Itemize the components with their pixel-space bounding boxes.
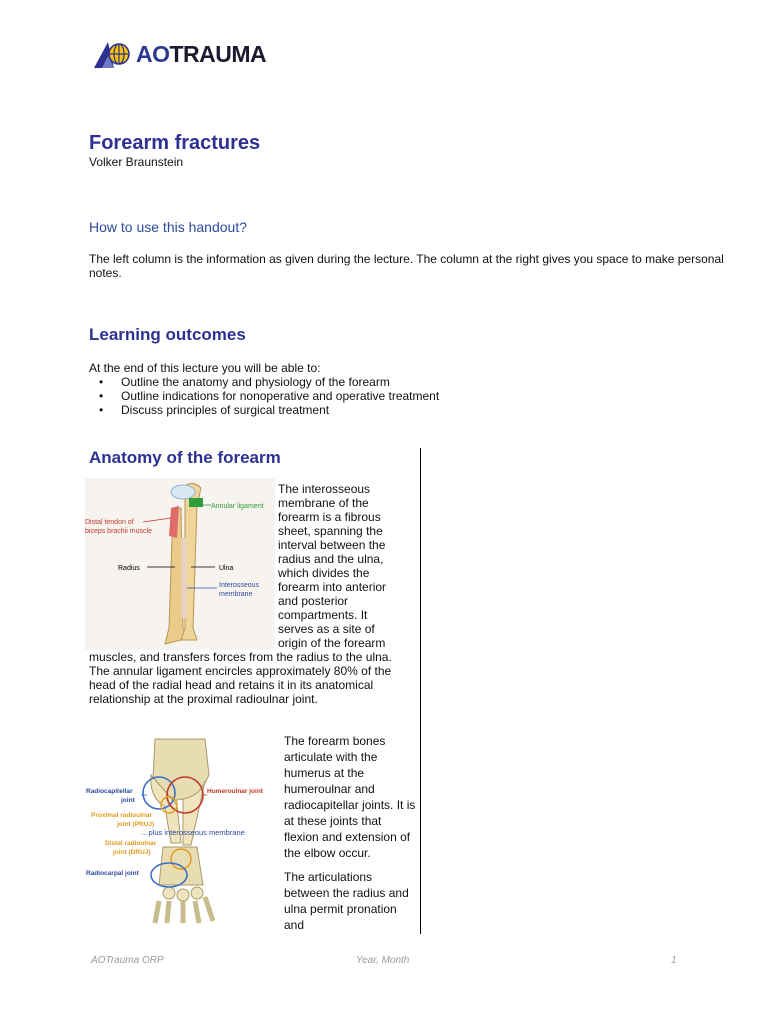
brand-logo-text: [136, 40, 266, 68]
annular-ligament-label: Annular ligament: [211, 503, 264, 510]
distal-tendon-label: Distal tendon of: [85, 519, 134, 526]
howto-heading: How to use this handout?: [89, 219, 247, 235]
pruj-abbrev-label: joint (PRUJ): [117, 821, 155, 828]
radius-label: Radius: [118, 565, 140, 572]
biceps-label: biceps brachii muscle: [85, 528, 152, 535]
interosseous-label: Interosseous: [219, 582, 260, 589]
forearm-anatomy-figure: [85, 478, 275, 650]
interosseous-continuation: muscles, and transfers forces from the radius to the ulna.: [89, 650, 392, 664]
forearm-joints-figure: [85, 735, 280, 925]
pruj-label: Proximal radioulnar: [91, 812, 153, 819]
radiocapitellar-joint-label: joint: [121, 797, 135, 804]
druj-abbrev-label: joint (DRUJ): [113, 849, 151, 856]
annular-ligament-text: The annular ligament encircles approximately 80% of the head of the radial head and retains it in its anatomical relationship at the proximal radioulnar joint.: [89, 664, 392, 706]
list-item: • Outline indications for nonoperative and operative treatment: [89, 389, 439, 403]
footer-center: Year, Month: [356, 955, 410, 966]
membrane-label: membrane: [219, 591, 253, 598]
page-number: 1: [671, 955, 677, 966]
footer-left: AOTrauma ORP: [91, 955, 164, 966]
page-title: Forearm fractures: [89, 132, 261, 154]
column-divider: [420, 448, 421, 934]
ulna-label: Ulna: [219, 565, 234, 572]
interosseous-text: The interosseous membrane of the forearm is a fibrous sheet, spanning the interval between the radius and the ulna, which divides the forearm into anterior and posterior compartments. It serves as a site of origin of the forearm: [278, 482, 387, 650]
humeroulnar-label: Humeroulnar joint: [207, 788, 263, 795]
outcomes-intro: At the end of this lecture you will be able to:: [89, 361, 321, 375]
pronation-text: The articulations between the radius and ulna permit pronation and: [284, 870, 409, 932]
howto-text: The left column is the information as given during the lecture. The column at the right gives you space to make personal notes.: [89, 252, 724, 280]
anatomy-heading: Anatomy of the forearm: [89, 448, 281, 467]
plus-interosseous-label: …plus interosseous membrane: [141, 828, 245, 837]
interosseous-text-cont: [89, 650, 414, 706]
outcomes-list: [89, 375, 439, 417]
list-item: • Outline the anatomy and physiology of the forearm: [89, 375, 439, 389]
aotrauma-logo-icon: [92, 40, 136, 70]
radiocapitellar-label: Radiocapitellar: [86, 788, 133, 795]
learning-outcomes-heading: Learning outcomes: [89, 325, 246, 344]
author-name: Volker Braunstein: [89, 155, 184, 169]
articulation-text: The forearm bones articulate with the humerus at the humeroulnar and radiocapitellar joints. It is at these joints that flexion and extension of the elbow occur.: [284, 734, 416, 860]
logo-trauma: TRAUMA: [169, 41, 267, 67]
logo-ao: AO: [136, 41, 170, 67]
list-item: • Discuss principles of surgical treatment: [89, 403, 439, 417]
radiocarpal-label: Radiocarpal joint: [86, 870, 139, 877]
druj-label: Distal radioulnar: [105, 840, 157, 847]
